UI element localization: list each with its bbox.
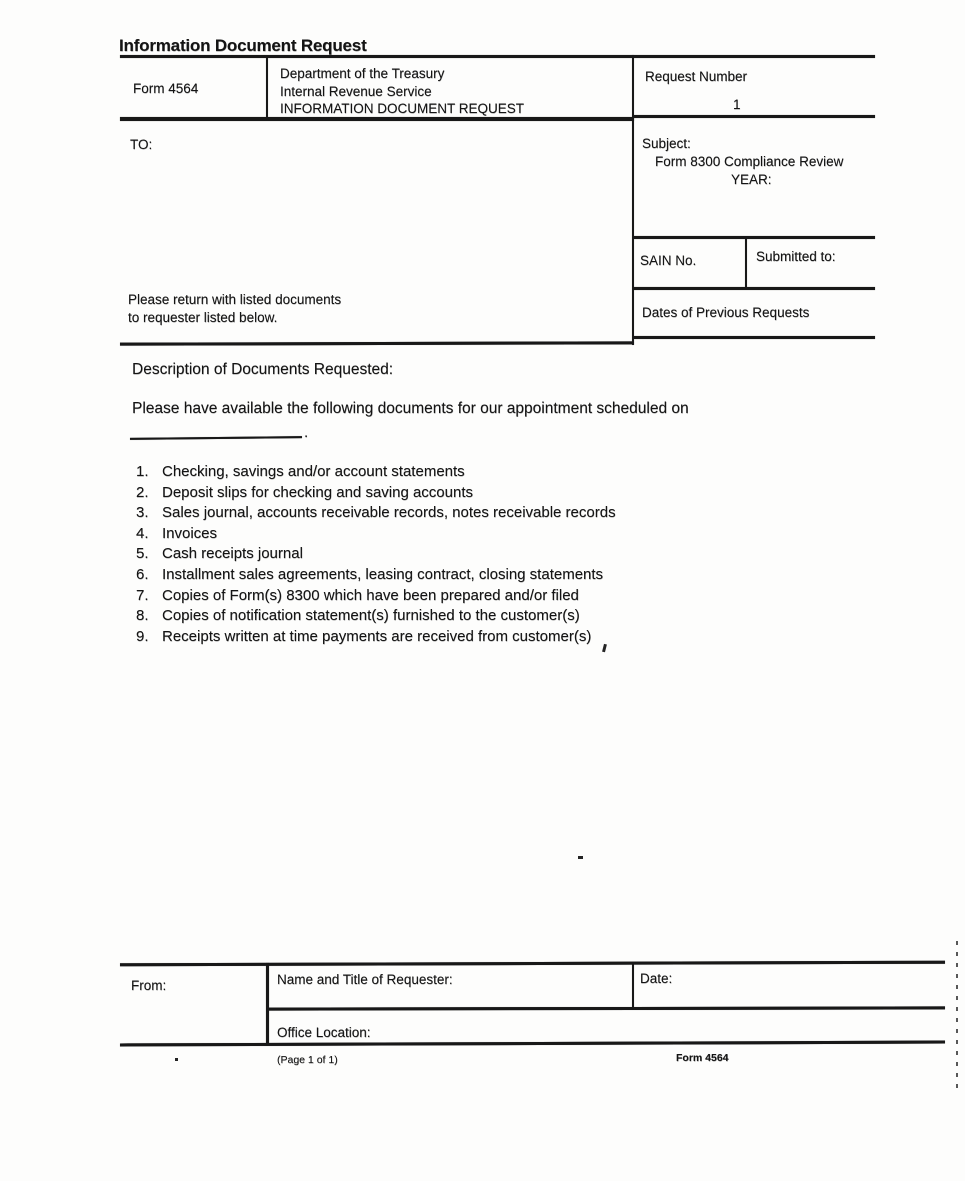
blank-line-period: . bbox=[304, 424, 309, 441]
date-field-label: Date: bbox=[640, 971, 673, 986]
list-item bbox=[136, 565, 616, 586]
list-item bbox=[136, 586, 616, 607]
sain-cell-bottom-border bbox=[633, 287, 875, 290]
list-item-text: Checking, savings and/or account statements bbox=[162, 463, 465, 480]
list-item-text: Copies of notification statement(s) furnished to the customer(s) bbox=[162, 607, 580, 625]
scan-artifact-dot bbox=[175, 1058, 178, 1061]
list-item-number: 3. bbox=[136, 504, 149, 522]
previous-requests-cell-bottom-border bbox=[633, 336, 875, 339]
description-section-heading: Description of Documents Requested: bbox=[132, 361, 394, 378]
list-item-text: Deposit slips for checking and saving accounts bbox=[162, 483, 474, 501]
header-table-right-column-divider bbox=[632, 55, 634, 345]
header-table-top-border bbox=[120, 55, 875, 58]
request-number-cell-bottom-border bbox=[633, 115, 875, 118]
list-item-number: 2. bbox=[136, 483, 149, 501]
appointment-intro-text: Please have available the following documents for our appointment scheduled on bbox=[132, 400, 689, 417]
list-item-text: Cash receipts journal bbox=[162, 545, 303, 563]
list-item-number: 8. bbox=[136, 607, 149, 625]
list-item bbox=[136, 503, 616, 524]
list-item-number: 6. bbox=[136, 565, 149, 583]
agency-line-treasury: Department of the Treasury bbox=[280, 66, 445, 81]
list-item-number: 9. bbox=[136, 627, 149, 645]
agency-line-idr: INFORMATION DOCUMENT REQUEST bbox=[280, 101, 525, 117]
list-item-text: Sales journal, accounts receivable records, notes receivable records bbox=[162, 504, 616, 522]
list-item bbox=[136, 462, 616, 483]
form-number-label: Form 4564 bbox=[133, 81, 199, 96]
request-number-value: 1 bbox=[733, 97, 741, 112]
subject-label: Subject: bbox=[642, 136, 691, 151]
subject-cell-bottom-border bbox=[633, 236, 875, 239]
previous-requests-label: Dates of Previous Requests bbox=[642, 305, 810, 320]
list-item-text: Receipts written at time payments are received from customer(s) bbox=[162, 627, 592, 645]
return-instructions bbox=[128, 291, 341, 327]
from-field-label: From: bbox=[131, 978, 167, 993]
appointment-date-blank-line bbox=[130, 436, 302, 440]
document-request-list bbox=[136, 462, 616, 647]
scan-artifact-speck bbox=[578, 856, 583, 859]
page-indicator: (Page 1 of 1) bbox=[277, 1054, 338, 1066]
requester-name-title-label: Name and Title of Requester: bbox=[277, 972, 453, 987]
footer-table-middle-border bbox=[267, 1006, 945, 1010]
header-table-col1-divider bbox=[266, 56, 268, 118]
list-item bbox=[136, 483, 616, 504]
request-number-label: Request Number bbox=[645, 69, 748, 84]
list-item-number: 4. bbox=[136, 524, 149, 542]
sain-number-label: SAIN No. bbox=[640, 253, 697, 268]
office-location-label: Office Location: bbox=[277, 1025, 371, 1040]
footer-form-number: Form 4564 bbox=[676, 1052, 729, 1064]
list-item-text: Copies of Form(s) 8300 which have been prepared and/or filed bbox=[162, 586, 579, 604]
subject-value: Form 8300 Compliance Review bbox=[655, 154, 844, 169]
list-item-number: 5. bbox=[136, 545, 149, 563]
return-instructions-line2: to requester listed below. bbox=[128, 310, 278, 325]
scan-artifact-tick bbox=[602, 644, 606, 652]
agency-block bbox=[280, 65, 524, 118]
list-item-number: 7. bbox=[136, 586, 149, 604]
list-item bbox=[136, 524, 616, 545]
list-item-number: 1. bbox=[136, 463, 149, 480]
submitted-to-label: Submitted to: bbox=[756, 249, 836, 264]
footer-table-bottom-border bbox=[120, 1041, 945, 1047]
footer-table-date-divider bbox=[632, 962, 634, 1009]
return-instructions-line1: Please return with listed documents bbox=[128, 292, 342, 307]
list-item bbox=[136, 544, 616, 565]
list-item bbox=[136, 627, 616, 648]
sain-submitted-divider bbox=[745, 238, 747, 289]
footer-table-from-divider bbox=[266, 963, 269, 1044]
to-cell-bottom-border bbox=[120, 341, 634, 345]
list-item-text: Installment sales agreements, leasing contract, closing statements bbox=[162, 565, 604, 583]
agency-line-irs: Internal Revenue Service bbox=[280, 83, 432, 99]
page-title: Information Document Request bbox=[119, 36, 367, 55]
list-item bbox=[136, 606, 616, 627]
list-item-text: Invoices bbox=[162, 524, 218, 542]
subject-year-label: YEAR: bbox=[731, 172, 772, 187]
to-field-label: TO: bbox=[130, 137, 153, 152]
scan-artifact-margin-line bbox=[956, 941, 958, 1093]
footer-table-top-border bbox=[120, 961, 945, 967]
